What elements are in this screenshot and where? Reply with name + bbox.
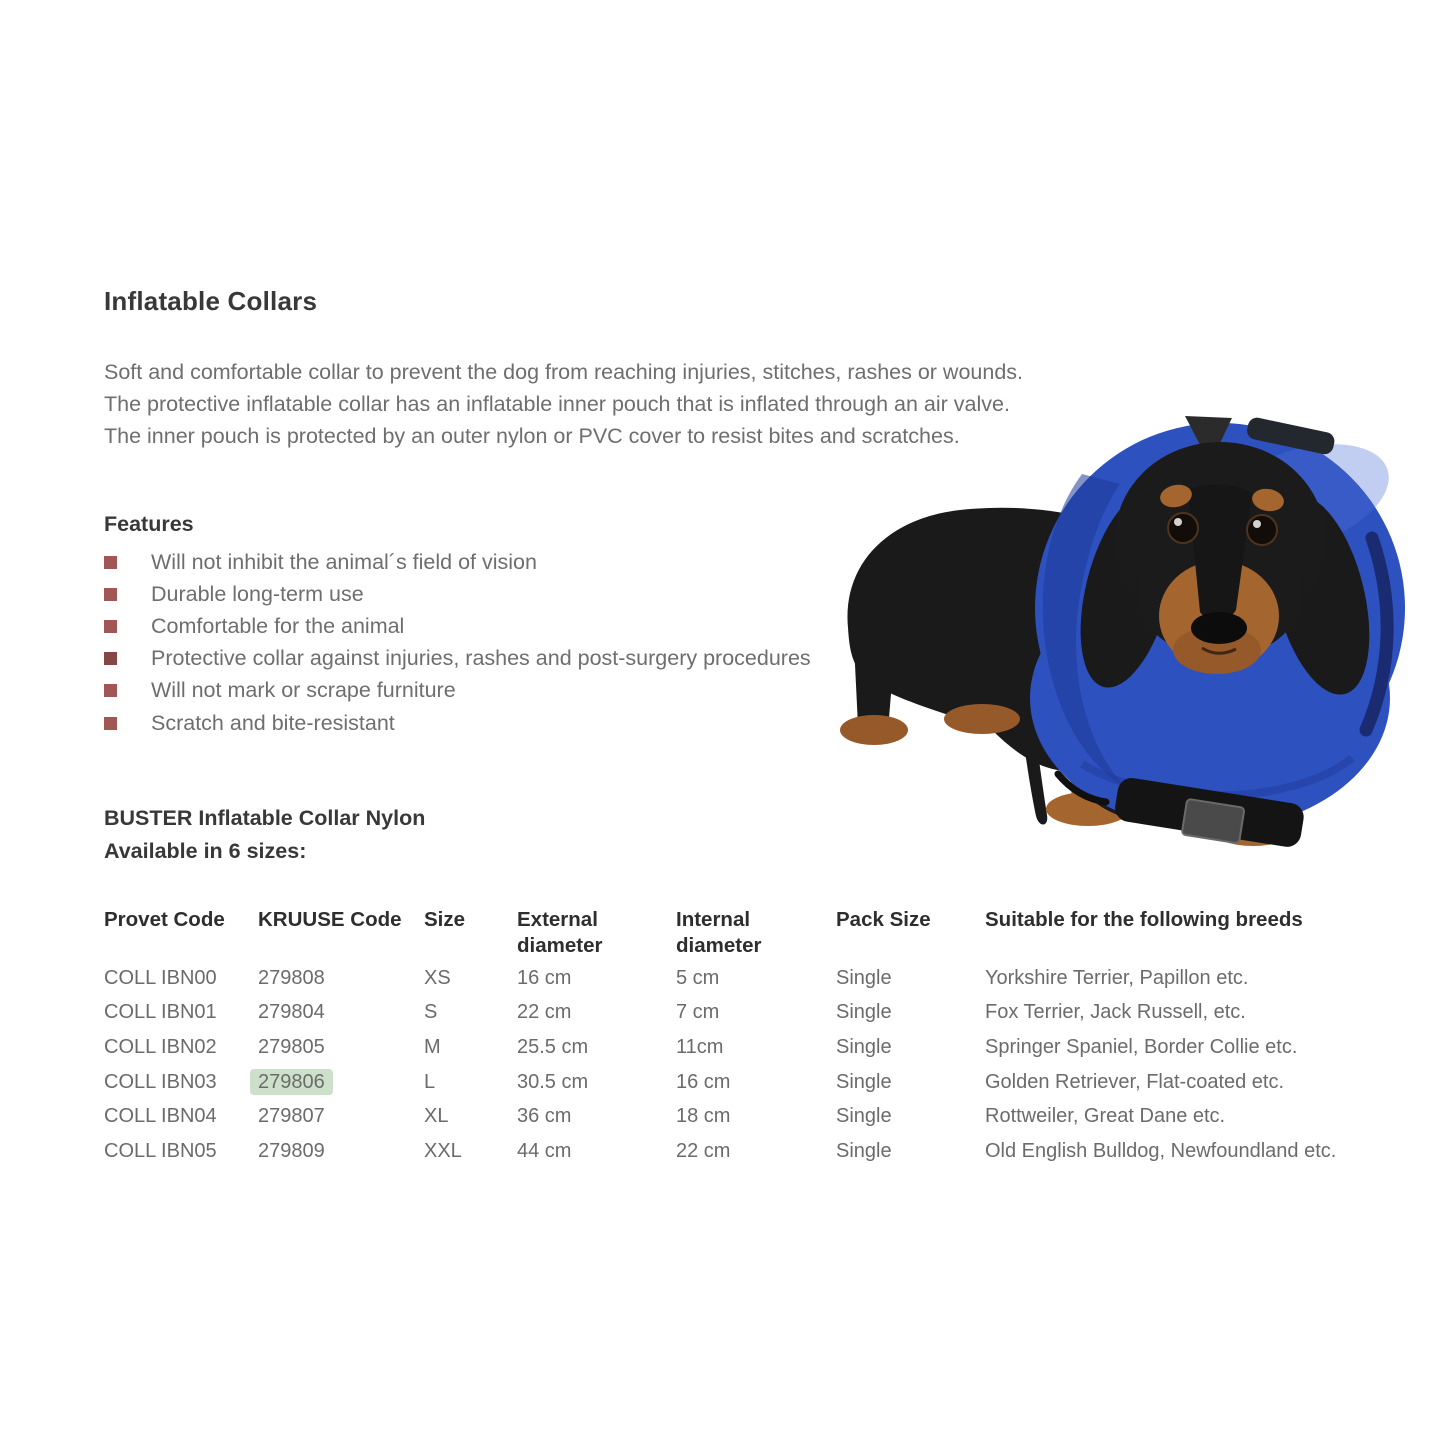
dog-rear-paw <box>840 715 908 745</box>
cell-kruuse: 279809 <box>258 1139 325 1162</box>
feature-item <box>104 610 811 642</box>
table-row <box>104 961 1366 996</box>
cell-provet: COLL IBN00 <box>104 966 217 989</box>
cell-size: XXL <box>424 1139 462 1162</box>
bullet-square-icon <box>104 684 117 697</box>
column-header: Provet Code <box>104 908 225 931</box>
cell-size: M <box>424 1035 441 1058</box>
column-header: Suitable for the following breeds <box>985 908 1303 931</box>
table-row <box>104 996 1366 1031</box>
description-line: The inner pouch is protected by an outer nylon or PVC cover to resist bites and scratches. <box>104 424 960 448</box>
cell-breeds: Yorkshire Terrier, Papillon etc. <box>985 966 1249 989</box>
feature-item <box>104 546 811 578</box>
bullet-square-icon <box>104 717 117 730</box>
cell-kruuse: 279807 <box>258 1105 325 1128</box>
feature-item <box>104 578 811 610</box>
size-table <box>104 903 1366 1169</box>
cell-breeds: Golden Retriever, Flat-coated etc. <box>985 1070 1285 1093</box>
table-row <box>104 1134 1366 1169</box>
cell-pack: Single <box>836 1105 892 1128</box>
table-row <box>104 1030 1366 1065</box>
feature-item <box>104 675 811 707</box>
cell-breeds: Rottweiler, Great Dane etc. <box>985 1105 1226 1128</box>
bullet-square-icon <box>104 556 117 569</box>
cell-internal: 5 cm <box>676 966 720 989</box>
product-name: BUSTER Inflatable Collar Nylon <box>104 806 426 830</box>
cell-kruuse <box>258 1065 424 1100</box>
cell-external: 22 cm <box>517 1001 572 1024</box>
dog-eye-glint-left <box>1174 518 1182 526</box>
product-availability: Available in 6 sizes: <box>104 839 307 863</box>
column-header: KRUUSE Code <box>258 908 402 931</box>
features-heading: Features <box>104 512 194 536</box>
highlighted-code: 279806 <box>250 1069 333 1095</box>
cell-pack: Single <box>836 1139 892 1162</box>
cell-kruuse: 279805 <box>258 1035 325 1058</box>
cell-internal: 11cm <box>676 1035 724 1058</box>
cell-breeds: Springer Spaniel, Border Collie etc. <box>985 1035 1298 1058</box>
cell-provet: COLL IBN04 <box>104 1105 217 1128</box>
cell-breeds: Old English Bulldog, Newfoundland etc. <box>985 1139 1337 1162</box>
feature-text: Scratch and bite-resistant <box>151 710 395 735</box>
features-list <box>104 546 811 739</box>
cell-external: 25.5 cm <box>517 1035 589 1058</box>
cell-external: 30.5 cm <box>517 1070 589 1093</box>
column-header: Pack Size <box>836 908 931 931</box>
cell-size: S <box>424 1001 438 1024</box>
cell-external: 44 cm <box>517 1139 572 1162</box>
cell-external: 16 cm <box>517 966 572 989</box>
table-row <box>104 1099 1366 1134</box>
feature-text: Comfortable for the animal <box>151 613 405 638</box>
dog-nose <box>1191 612 1247 644</box>
page-title: Inflatable Collars <box>104 286 318 316</box>
size-table-body <box>104 961 1366 1169</box>
strap-buckle <box>1182 799 1245 844</box>
dog-eye-right <box>1247 515 1277 545</box>
cell-internal: 16 cm <box>676 1070 731 1093</box>
feature-item <box>104 707 811 739</box>
cell-internal: 7 cm <box>676 1001 720 1024</box>
cell-pack: Single <box>836 966 892 989</box>
cell-pack: Single <box>836 1001 892 1024</box>
cell-kruuse: 279804 <box>258 1001 325 1024</box>
description-line: The protective inflatable collar has an inflatable inner pouch that is inflated through an air valve. <box>104 392 1010 416</box>
cell-size: XS <box>424 966 451 989</box>
cell-external: 36 cm <box>517 1105 572 1128</box>
cell-provet: COLL IBN03 <box>104 1070 217 1093</box>
size-table-header-row <box>104 903 1366 961</box>
product-photo-dachshund-inflatable-collar <box>820 378 1445 878</box>
cell-size: XL <box>424 1105 449 1128</box>
cell-kruuse: 279808 <box>258 966 325 989</box>
cell-provet: COLL IBN01 <box>104 1001 217 1024</box>
dog-eye-left <box>1168 513 1198 543</box>
feature-text: Durable long-term use <box>151 581 364 606</box>
cell-size: L <box>424 1070 436 1093</box>
cell-provet: COLL IBN05 <box>104 1139 217 1162</box>
column-header: External diameter <box>517 908 603 957</box>
cell-internal: 22 cm <box>676 1139 731 1162</box>
feature-text: Will not inhibit the animal´s field of vision <box>151 549 537 574</box>
cell-internal: 18 cm <box>676 1105 731 1128</box>
table-row <box>104 1065 1366 1100</box>
cell-breeds: Fox Terrier, Jack Russell, etc. <box>985 1001 1246 1024</box>
dog-eye-glint-right <box>1253 520 1261 528</box>
column-header: Internal diameter <box>676 908 762 957</box>
column-header: Size <box>424 908 466 931</box>
description-line: Soft and comfortable collar to prevent the dog from reaching injuries, stitches, rashes or wounds. <box>104 360 1023 384</box>
dachshund-illustration <box>820 378 1445 878</box>
dog-rear-paw-far <box>944 704 1020 734</box>
bullet-square-icon <box>104 588 117 601</box>
bullet-square-icon <box>104 620 117 633</box>
cell-provet: COLL IBN02 <box>104 1035 217 1058</box>
feature-text: Protective collar against injuries, rashes and post-surgery procedures <box>151 646 811 671</box>
bullet-square-icon <box>104 652 117 665</box>
feature-item <box>104 643 811 675</box>
size-table-head <box>104 903 1366 961</box>
feature-text: Will not mark or scrape furniture <box>151 678 456 703</box>
cell-pack: Single <box>836 1070 892 1093</box>
cell-pack: Single <box>836 1035 892 1058</box>
